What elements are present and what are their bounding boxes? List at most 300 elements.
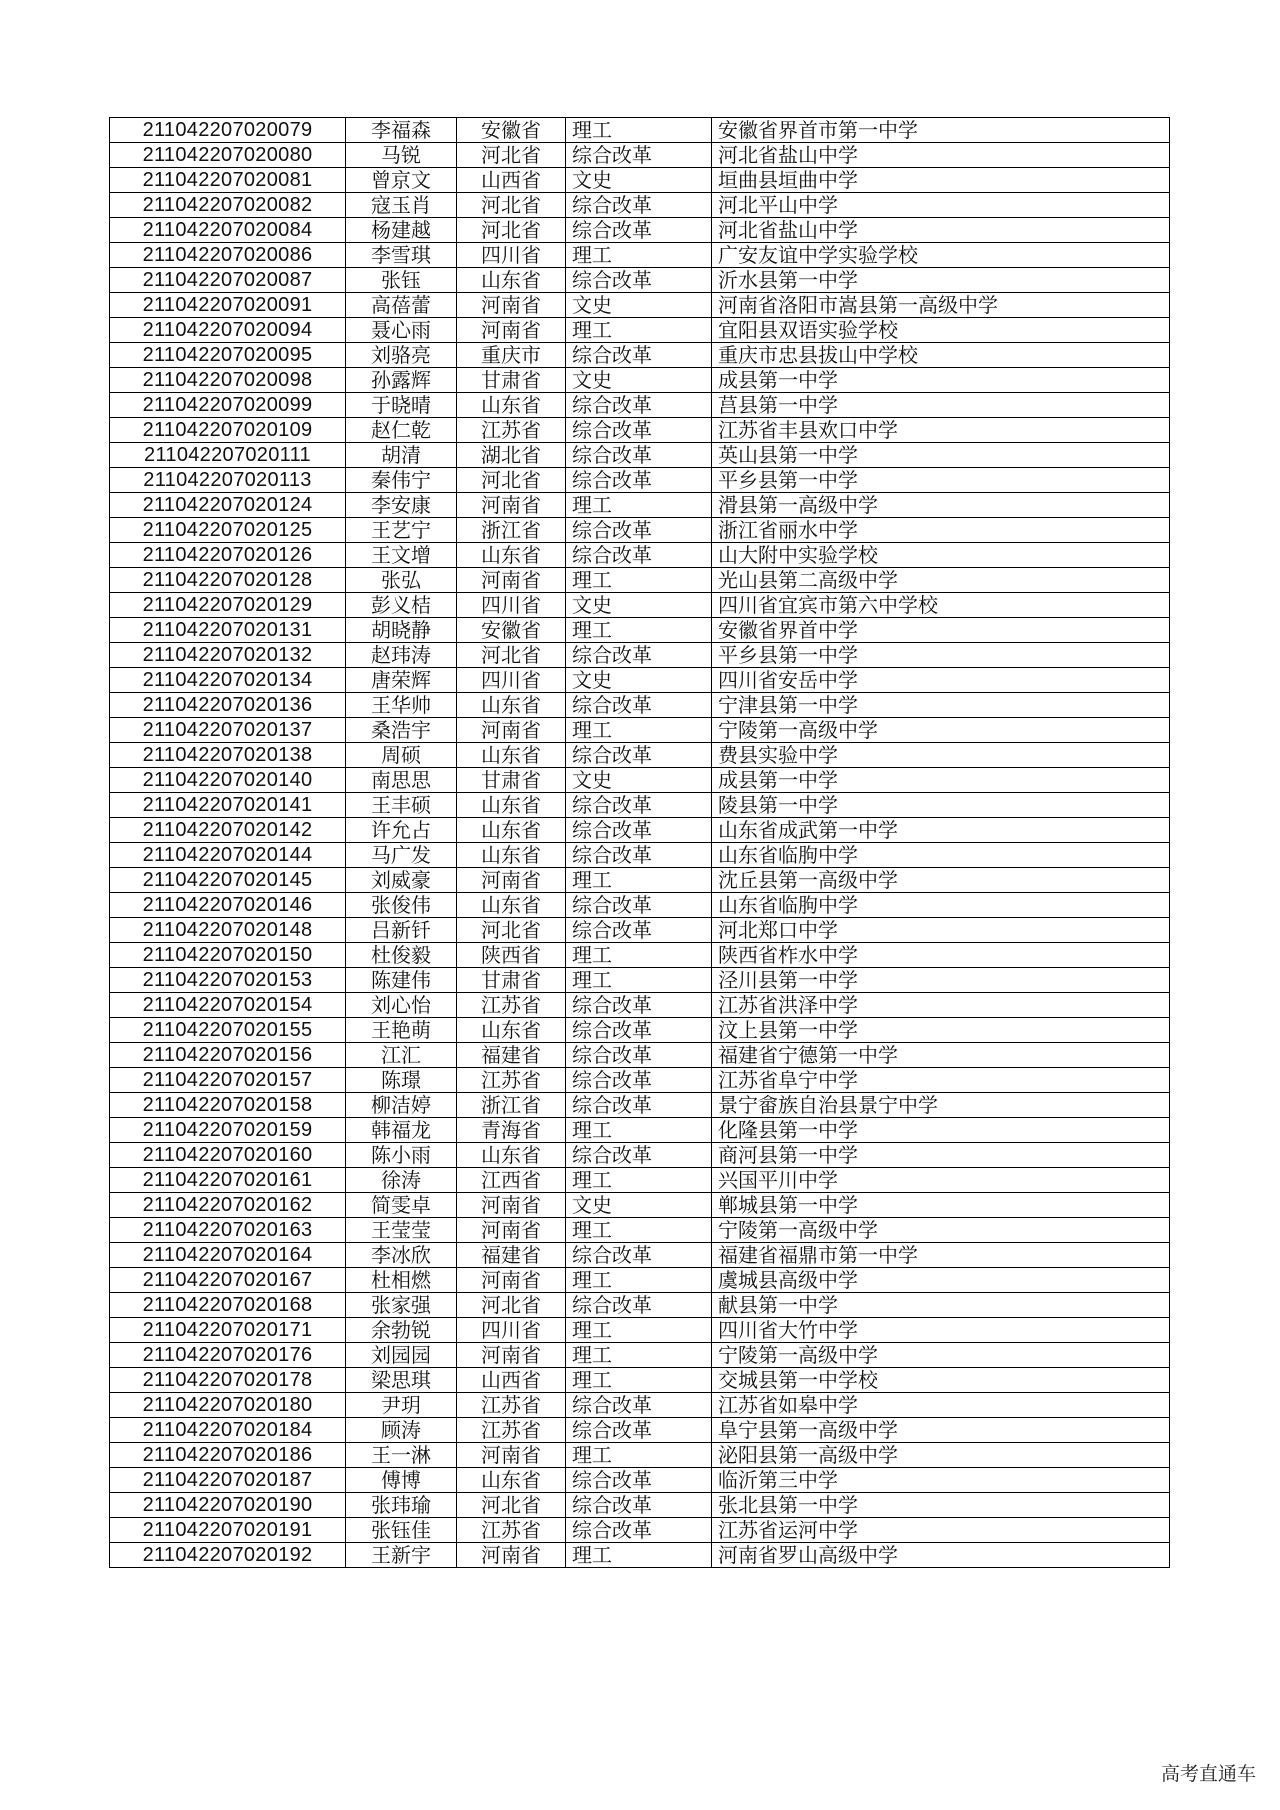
cell-student-name: 秦伟宁	[346, 468, 457, 493]
cell-province: 四川省	[457, 243, 566, 268]
cell-school: 化隆县第一中学	[712, 1118, 1170, 1143]
table-row	[110, 1118, 1170, 1143]
cell-school: 福建省福鼎市第一中学	[712, 1243, 1170, 1268]
cell-track: 综合改革	[566, 1393, 712, 1418]
cell-province: 江苏省	[457, 1518, 566, 1543]
table-row	[110, 1493, 1170, 1518]
cell-exam-id: 211042207020080	[110, 143, 346, 168]
cell-student-name: 高蓓蕾	[346, 293, 457, 318]
cell-school: 江苏省阜宁中学	[712, 1068, 1170, 1093]
table-row	[110, 968, 1170, 993]
cell-track: 理工	[566, 1318, 712, 1343]
cell-province: 山东省	[457, 1468, 566, 1493]
table-row	[110, 1068, 1170, 1093]
cell-student-name: 胡晓静	[346, 618, 457, 643]
cell-school: 河南省罗山高级中学	[712, 1543, 1170, 1568]
cell-province: 河南省	[457, 568, 566, 593]
cell-province: 安徽省	[457, 618, 566, 643]
cell-school: 宁陵第一高级中学	[712, 718, 1170, 743]
cell-school: 成县第一中学	[712, 368, 1170, 393]
cell-track: 综合改革	[566, 393, 712, 418]
cell-track: 综合改革	[566, 343, 712, 368]
table-row	[110, 843, 1170, 868]
cell-province: 江苏省	[457, 1068, 566, 1093]
cell-exam-id: 211042207020180	[110, 1393, 346, 1418]
cell-school: 宁陵第一高级中学	[712, 1343, 1170, 1368]
table-row	[110, 518, 1170, 543]
cell-exam-id: 211042207020186	[110, 1443, 346, 1468]
cell-school: 沂水县第一中学	[712, 268, 1170, 293]
cell-province: 四川省	[457, 668, 566, 693]
cell-province: 山东省	[457, 693, 566, 718]
cell-province: 河南省	[457, 1193, 566, 1218]
table-body	[110, 118, 1170, 1568]
cell-student-name: 王莹莹	[346, 1218, 457, 1243]
cell-student-name: 尹玥	[346, 1393, 457, 1418]
cell-student-name: 彭义桔	[346, 593, 457, 618]
admission-table	[109, 117, 1170, 1568]
cell-exam-id: 211042207020159	[110, 1118, 346, 1143]
cell-school: 河北省盐山中学	[712, 218, 1170, 243]
cell-province: 湖北省	[457, 443, 566, 468]
cell-student-name: 王华帅	[346, 693, 457, 718]
cell-school: 江苏省丰县欢口中学	[712, 418, 1170, 443]
cell-exam-id: 211042207020131	[110, 618, 346, 643]
cell-school: 景宁畲族自治县景宁中学	[712, 1093, 1170, 1118]
cell-student-name: 张俊伟	[346, 893, 457, 918]
cell-province: 江西省	[457, 1168, 566, 1193]
cell-student-name: 韩福龙	[346, 1118, 457, 1143]
cell-track: 综合改革	[566, 268, 712, 293]
cell-exam-id: 211042207020111	[110, 443, 346, 468]
cell-student-name: 陈璟	[346, 1068, 457, 1093]
cell-student-name: 聂心雨	[346, 318, 457, 343]
cell-exam-id: 211042207020084	[110, 218, 346, 243]
cell-track: 综合改革	[566, 743, 712, 768]
cell-exam-id: 211042207020129	[110, 593, 346, 618]
cell-exam-id: 211042207020128	[110, 568, 346, 593]
cell-province: 河北省	[457, 143, 566, 168]
cell-track: 理工	[566, 318, 712, 343]
cell-exam-id: 211042207020099	[110, 393, 346, 418]
cell-province: 河南省	[457, 493, 566, 518]
table-row	[110, 343, 1170, 368]
cell-track: 理工	[566, 943, 712, 968]
cell-province: 河南省	[457, 868, 566, 893]
cell-student-name: 许允占	[346, 818, 457, 843]
watermark-label: 高考直通车	[1160, 1763, 1256, 1785]
cell-student-name: 周硕	[346, 743, 457, 768]
cell-exam-id: 211042207020158	[110, 1093, 346, 1118]
cell-school: 广安友谊中学实验学校	[712, 243, 1170, 268]
table-row	[110, 268, 1170, 293]
cell-track: 综合改革	[566, 1493, 712, 1518]
cell-exam-id: 211042207020082	[110, 193, 346, 218]
cell-track: 综合改革	[566, 793, 712, 818]
table-row	[110, 368, 1170, 393]
cell-student-name: 江汇	[346, 1043, 457, 1068]
cell-school: 交城县第一中学校	[712, 1368, 1170, 1393]
cell-student-name: 刘骆亮	[346, 343, 457, 368]
cell-student-name: 杜俊毅	[346, 943, 457, 968]
cell-school: 安徽省界首中学	[712, 618, 1170, 643]
cell-track: 文史	[566, 293, 712, 318]
cell-school: 重庆市忠县拔山中学校	[712, 343, 1170, 368]
cell-province: 河南省	[457, 318, 566, 343]
cell-track: 综合改革	[566, 818, 712, 843]
table-row	[110, 768, 1170, 793]
cell-track: 综合改革	[566, 843, 712, 868]
table-row	[110, 918, 1170, 943]
cell-student-name: 张弘	[346, 568, 457, 593]
cell-province: 山东省	[457, 268, 566, 293]
cell-exam-id: 211042207020086	[110, 243, 346, 268]
cell-exam-id: 211042207020162	[110, 1193, 346, 1218]
table-row	[110, 743, 1170, 768]
table-row	[110, 393, 1170, 418]
cell-exam-id: 211042207020150	[110, 943, 346, 968]
cell-track: 综合改革	[566, 1043, 712, 1068]
cell-province: 浙江省	[457, 518, 566, 543]
cell-track: 综合改革	[566, 1518, 712, 1543]
cell-exam-id: 211042207020142	[110, 818, 346, 843]
cell-student-name: 李冰欣	[346, 1243, 457, 1268]
cell-province: 山东省	[457, 893, 566, 918]
cell-school: 滑县第一高级中学	[712, 493, 1170, 518]
table-row	[110, 168, 1170, 193]
cell-school: 宁陵第一高级中学	[712, 1218, 1170, 1243]
cell-student-name: 于晓晴	[346, 393, 457, 418]
cell-exam-id: 211042207020146	[110, 893, 346, 918]
cell-school: 江苏省如皋中学	[712, 1393, 1170, 1418]
table-row	[110, 668, 1170, 693]
cell-exam-id: 211042207020184	[110, 1418, 346, 1443]
cell-school: 郸城县第一中学	[712, 1193, 1170, 1218]
cell-school: 临沂第三中学	[712, 1468, 1170, 1493]
cell-school: 河南省洛阳市嵩县第一高级中学	[712, 293, 1170, 318]
cell-track: 综合改革	[566, 143, 712, 168]
cell-school: 山东省成武第一中学	[712, 818, 1170, 843]
cell-school: 陵县第一中学	[712, 793, 1170, 818]
cell-province: 河南省	[457, 1343, 566, 1368]
cell-province: 河北省	[457, 218, 566, 243]
cell-province: 福建省	[457, 1043, 566, 1068]
cell-province: 山东省	[457, 818, 566, 843]
cell-school: 张北县第一中学	[712, 1493, 1170, 1518]
cell-student-name: 梁思琪	[346, 1368, 457, 1393]
cell-school: 四川省大竹中学	[712, 1318, 1170, 1343]
cell-exam-id: 211042207020157	[110, 1068, 346, 1093]
cell-school: 泌阳县第一高级中学	[712, 1443, 1170, 1468]
cell-province: 河北省	[457, 918, 566, 943]
table-row	[110, 468, 1170, 493]
table-row	[110, 893, 1170, 918]
cell-track: 综合改革	[566, 1418, 712, 1443]
cell-student-name: 余勃锐	[346, 1318, 457, 1343]
cell-track: 综合改革	[566, 893, 712, 918]
cell-school: 河北平山中学	[712, 193, 1170, 218]
cell-student-name: 王丰硕	[346, 793, 457, 818]
cell-student-name: 杨建越	[346, 218, 457, 243]
cell-student-name: 王艺宁	[346, 518, 457, 543]
cell-track: 综合改革	[566, 1143, 712, 1168]
cell-exam-id: 211042207020095	[110, 343, 346, 368]
cell-exam-id: 211042207020148	[110, 918, 346, 943]
cell-exam-id: 211042207020161	[110, 1168, 346, 1193]
cell-province: 福建省	[457, 1243, 566, 1268]
cell-exam-id: 211042207020155	[110, 1018, 346, 1043]
cell-student-name: 杜相燃	[346, 1268, 457, 1293]
table-row	[110, 1193, 1170, 1218]
cell-exam-id: 211042207020187	[110, 1468, 346, 1493]
cell-province: 甘肃省	[457, 968, 566, 993]
cell-school: 山东省临朐中学	[712, 843, 1170, 868]
cell-student-name: 吕新钎	[346, 918, 457, 943]
table-row	[110, 593, 1170, 618]
cell-school: 兴国平川中学	[712, 1168, 1170, 1193]
cell-student-name: 刘园园	[346, 1343, 457, 1368]
cell-track: 综合改革	[566, 543, 712, 568]
cell-track: 综合改革	[566, 218, 712, 243]
table-row	[110, 718, 1170, 743]
cell-province: 河北省	[457, 1493, 566, 1518]
table-row	[110, 818, 1170, 843]
cell-school: 垣曲县垣曲中学	[712, 168, 1170, 193]
cell-track: 综合改革	[566, 518, 712, 543]
table-row	[110, 143, 1170, 168]
table-row	[110, 1293, 1170, 1318]
cell-province: 四川省	[457, 1318, 566, 1343]
cell-track: 综合改革	[566, 418, 712, 443]
cell-student-name: 马广发	[346, 843, 457, 868]
cell-student-name: 柳洁婷	[346, 1093, 457, 1118]
cell-province: 河南省	[457, 718, 566, 743]
cell-school: 光山县第二高级中学	[712, 568, 1170, 593]
cell-school: 商河县第一中学	[712, 1143, 1170, 1168]
cell-student-name: 简雯卓	[346, 1193, 457, 1218]
table-row	[110, 1343, 1170, 1368]
cell-province: 江苏省	[457, 418, 566, 443]
cell-track: 文史	[566, 768, 712, 793]
cell-student-name: 胡清	[346, 443, 457, 468]
cell-province: 河南省	[457, 1218, 566, 1243]
cell-track: 理工	[566, 718, 712, 743]
cell-student-name: 孙露辉	[346, 368, 457, 393]
cell-student-name: 李安康	[346, 493, 457, 518]
table-row	[110, 1218, 1170, 1243]
cell-track: 理工	[566, 618, 712, 643]
cell-exam-id: 211042207020141	[110, 793, 346, 818]
cell-school: 阜宁县第一高级中学	[712, 1418, 1170, 1443]
cell-province: 山东省	[457, 1018, 566, 1043]
cell-school: 英山县第一中学	[712, 443, 1170, 468]
cell-exam-id: 211042207020171	[110, 1318, 346, 1343]
cell-province: 河南省	[457, 293, 566, 318]
cell-province: 山东省	[457, 543, 566, 568]
cell-exam-id: 211042207020176	[110, 1343, 346, 1368]
cell-exam-id: 211042207020163	[110, 1218, 346, 1243]
cell-province: 河北省	[457, 643, 566, 668]
cell-province: 四川省	[457, 593, 566, 618]
cell-student-name: 赵玮涛	[346, 643, 457, 668]
cell-student-name: 南思思	[346, 768, 457, 793]
table-row	[110, 993, 1170, 1018]
cell-student-name: 李雪琪	[346, 243, 457, 268]
cell-track: 综合改革	[566, 1093, 712, 1118]
cell-student-name: 张钰佳	[346, 1518, 457, 1543]
table-row	[110, 1018, 1170, 1043]
table-row	[110, 618, 1170, 643]
cell-school: 费县实验中学	[712, 743, 1170, 768]
cell-student-name: 王一淋	[346, 1443, 457, 1468]
table-row	[110, 218, 1170, 243]
cell-school: 宁津县第一中学	[712, 693, 1170, 718]
cell-exam-id: 211042207020191	[110, 1518, 346, 1543]
cell-exam-id: 211042207020154	[110, 993, 346, 1018]
cell-school: 江苏省洪泽中学	[712, 993, 1170, 1018]
table-row	[110, 943, 1170, 968]
cell-track: 理工	[566, 1118, 712, 1143]
cell-exam-id: 211042207020160	[110, 1143, 346, 1168]
cell-province: 江苏省	[457, 1418, 566, 1443]
cell-exam-id: 211042207020137	[110, 718, 346, 743]
cell-track: 文史	[566, 1193, 712, 1218]
cell-student-name: 桑浩宇	[346, 718, 457, 743]
cell-track: 理工	[566, 1168, 712, 1193]
cell-exam-id: 211042207020109	[110, 418, 346, 443]
cell-province: 青海省	[457, 1118, 566, 1143]
cell-student-name: 刘威豪	[346, 868, 457, 893]
cell-student-name: 陈建伟	[346, 968, 457, 993]
cell-track: 综合改革	[566, 443, 712, 468]
cell-student-name: 张钰	[346, 268, 457, 293]
cell-track: 理工	[566, 1218, 712, 1243]
cell-track: 综合改革	[566, 643, 712, 668]
cell-exam-id: 211042207020153	[110, 968, 346, 993]
cell-province: 河南省	[457, 1543, 566, 1568]
cell-school: 四川省安岳中学	[712, 668, 1170, 693]
table-row	[110, 793, 1170, 818]
cell-school: 浙江省丽水中学	[712, 518, 1170, 543]
table-row	[110, 1443, 1170, 1468]
cell-track: 理工	[566, 1268, 712, 1293]
cell-province: 河南省	[457, 1443, 566, 1468]
cell-exam-id: 211042207020167	[110, 1268, 346, 1293]
cell-student-name: 寇玉肖	[346, 193, 457, 218]
table-row	[110, 1468, 1170, 1493]
cell-exam-id: 211042207020134	[110, 668, 346, 693]
cell-exam-id: 211042207020192	[110, 1543, 346, 1568]
cell-province: 浙江省	[457, 1093, 566, 1118]
cell-exam-id: 211042207020132	[110, 643, 346, 668]
cell-school: 宜阳县双语实验学校	[712, 318, 1170, 343]
cell-school: 陕西省柞水中学	[712, 943, 1170, 968]
cell-school: 江苏省运河中学	[712, 1518, 1170, 1543]
cell-province: 甘肃省	[457, 768, 566, 793]
cell-exam-id: 211042207020113	[110, 468, 346, 493]
cell-track: 理工	[566, 968, 712, 993]
cell-track: 综合改革	[566, 1293, 712, 1318]
cell-track: 综合改革	[566, 993, 712, 1018]
cell-province: 安徽省	[457, 118, 566, 143]
cell-school: 泾川县第一中学	[712, 968, 1170, 993]
cell-school: 四川省宜宾市第六中学校	[712, 593, 1170, 618]
admission-list-sheet	[109, 117, 1169, 1568]
cell-province: 河北省	[457, 1293, 566, 1318]
cell-track: 理工	[566, 1368, 712, 1393]
cell-student-name: 赵仁乾	[346, 418, 457, 443]
table-row	[110, 1318, 1170, 1343]
cell-province: 山东省	[457, 743, 566, 768]
table-row	[110, 1393, 1170, 1418]
table-row	[110, 568, 1170, 593]
cell-student-name: 李福森	[346, 118, 457, 143]
cell-track: 文史	[566, 593, 712, 618]
cell-school: 安徽省界首市第一中学	[712, 118, 1170, 143]
cell-school: 山东省临朐中学	[712, 893, 1170, 918]
cell-exam-id: 211042207020126	[110, 543, 346, 568]
cell-school: 河北郑口中学	[712, 918, 1170, 943]
table-row	[110, 118, 1170, 143]
cell-province: 重庆市	[457, 343, 566, 368]
cell-student-name: 刘心怡	[346, 993, 457, 1018]
table-row	[110, 1418, 1170, 1443]
cell-track: 理工	[566, 493, 712, 518]
cell-school: 河北省盐山中学	[712, 143, 1170, 168]
cell-school: 平乡县第一中学	[712, 643, 1170, 668]
table-row	[110, 193, 1170, 218]
cell-province: 河北省	[457, 193, 566, 218]
cell-province: 河北省	[457, 468, 566, 493]
table-row	[110, 443, 1170, 468]
cell-exam-id: 211042207020144	[110, 843, 346, 868]
table-row	[110, 1268, 1170, 1293]
cell-track: 理工	[566, 1343, 712, 1368]
cell-province: 山东省	[457, 393, 566, 418]
table-row	[110, 293, 1170, 318]
cell-exam-id: 211042207020098	[110, 368, 346, 393]
cell-province: 山东省	[457, 1143, 566, 1168]
cell-exam-id: 211042207020138	[110, 743, 346, 768]
cell-school: 沈丘县第一高级中学	[712, 868, 1170, 893]
cell-track: 文史	[566, 168, 712, 193]
cell-exam-id: 211042207020087	[110, 268, 346, 293]
cell-student-name: 顾涛	[346, 1418, 457, 1443]
cell-student-name: 傅博	[346, 1468, 457, 1493]
table-row	[110, 1518, 1170, 1543]
cell-exam-id: 211042207020164	[110, 1243, 346, 1268]
cell-school: 献县第一中学	[712, 1293, 1170, 1318]
cell-school: 虞城县高级中学	[712, 1268, 1170, 1293]
table-row	[110, 418, 1170, 443]
cell-track: 综合改革	[566, 693, 712, 718]
cell-track: 综合改革	[566, 1468, 712, 1493]
cell-track: 理工	[566, 1443, 712, 1468]
cell-school: 成县第一中学	[712, 768, 1170, 793]
cell-track: 理工	[566, 1543, 712, 1568]
table-row	[110, 1043, 1170, 1068]
cell-student-name: 徐涛	[346, 1168, 457, 1193]
cell-province: 甘肃省	[457, 368, 566, 393]
cell-exam-id: 211042207020140	[110, 768, 346, 793]
cell-student-name: 马锐	[346, 143, 457, 168]
table-row	[110, 643, 1170, 668]
cell-track: 理工	[566, 568, 712, 593]
cell-province: 山东省	[457, 843, 566, 868]
cell-track: 综合改革	[566, 1068, 712, 1093]
cell-student-name: 王艳萌	[346, 1018, 457, 1043]
cell-student-name: 曾京文	[346, 168, 457, 193]
